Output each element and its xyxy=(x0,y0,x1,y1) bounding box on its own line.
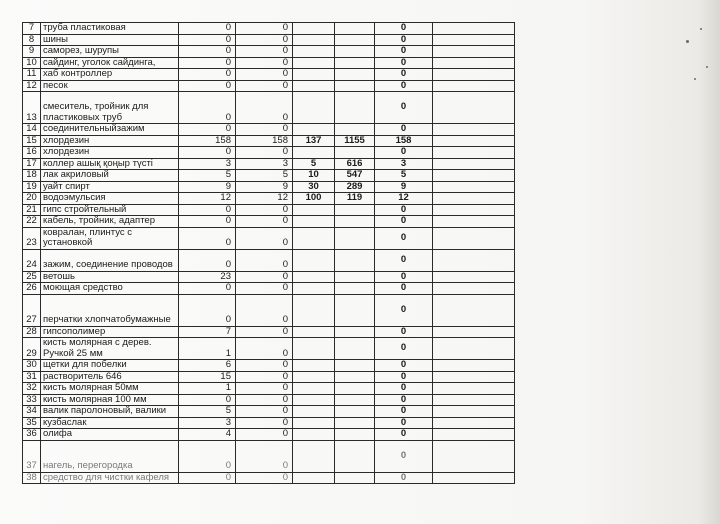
value-cell: 10 xyxy=(293,170,335,182)
value-cell xyxy=(293,23,335,35)
amount-cell: 1155 xyxy=(335,135,375,147)
value-cell xyxy=(293,360,335,372)
amount-cell xyxy=(335,283,375,295)
total-cell: 0 xyxy=(375,472,433,484)
value-cell xyxy=(293,326,335,338)
empty-cell xyxy=(433,147,515,159)
quantity-cell: 4 xyxy=(179,429,236,441)
row-number: 25 xyxy=(23,271,41,283)
scan-speck xyxy=(686,40,689,43)
row-number: 37 xyxy=(23,440,41,472)
table-row xyxy=(23,170,515,182)
total-cell: 12 xyxy=(375,193,433,205)
quantity-cell-2: 0 xyxy=(236,92,293,124)
quantity-cell-2: 0 xyxy=(236,294,293,326)
item-name: кисть молярная 50мм xyxy=(41,383,179,395)
row-number: 23 xyxy=(23,227,41,249)
row-number: 10 xyxy=(23,57,41,69)
table-row xyxy=(23,135,515,147)
quantity-cell: 3 xyxy=(179,417,236,429)
row-number: 21 xyxy=(23,204,41,216)
row-number: 12 xyxy=(23,80,41,92)
total-cell: 0 xyxy=(375,23,433,35)
amount-cell xyxy=(335,216,375,228)
table-row xyxy=(23,227,515,249)
quantity-cell-2: 0 xyxy=(236,406,293,418)
total-cell: 0 xyxy=(375,69,433,81)
amount-cell xyxy=(335,406,375,418)
empty-cell xyxy=(433,92,515,124)
quantity-cell: 0 xyxy=(179,394,236,406)
empty-cell xyxy=(433,249,515,271)
amount-cell xyxy=(335,92,375,124)
empty-cell xyxy=(433,429,515,441)
quantity-cell: 7 xyxy=(179,326,236,338)
empty-cell xyxy=(433,417,515,429)
amount-cell xyxy=(335,57,375,69)
table-row xyxy=(23,326,515,338)
value-cell xyxy=(293,46,335,58)
quantity-cell: 0 xyxy=(179,57,236,69)
amount-cell xyxy=(335,69,375,81)
amount-cell xyxy=(335,360,375,372)
quantity-cell-2: 0 xyxy=(236,69,293,81)
amount-cell xyxy=(335,80,375,92)
empty-cell xyxy=(433,338,515,360)
quantity-cell: 0 xyxy=(179,283,236,295)
quantity-cell: 0 xyxy=(179,69,236,81)
empty-cell xyxy=(433,170,515,182)
quantity-cell-2: 0 xyxy=(236,383,293,395)
quantity-cell-2: 0 xyxy=(236,440,293,472)
total-cell: 0 xyxy=(375,80,433,92)
value-cell xyxy=(293,338,335,360)
item-name: хаб контроллер xyxy=(41,69,179,81)
quantity-cell: 5 xyxy=(179,170,236,182)
value-cell xyxy=(293,429,335,441)
row-number: 26 xyxy=(23,283,41,295)
quantity-cell-2: 0 xyxy=(236,204,293,216)
item-name: кисть молярная 100 мм xyxy=(41,394,179,406)
total-cell: 0 xyxy=(375,294,433,326)
quantity-cell-2: 0 xyxy=(236,394,293,406)
item-name: коллер ашық қоңыр түсті xyxy=(41,158,179,170)
item-name: гипс стройтельный xyxy=(41,204,179,216)
quantity-cell: 0 xyxy=(179,147,236,159)
table-row xyxy=(23,440,515,472)
total-cell: 0 xyxy=(375,124,433,136)
empty-cell xyxy=(433,46,515,58)
row-number: 36 xyxy=(23,429,41,441)
item-name: щетки для побелки xyxy=(41,360,179,372)
total-cell: 0 xyxy=(375,440,433,472)
item-name: кабель, тройник, адаптер xyxy=(41,216,179,228)
item-name: смеситель, тройник для пластиковых труб xyxy=(41,92,179,124)
quantity-cell: 0 xyxy=(179,34,236,46)
item-name: уайт спирт xyxy=(41,181,179,193)
total-cell: 0 xyxy=(375,46,433,58)
quantity-cell-2: 0 xyxy=(236,283,293,295)
amount-cell: 547 xyxy=(335,170,375,182)
table-row xyxy=(23,249,515,271)
item-name: песок xyxy=(41,80,179,92)
value-cell xyxy=(293,394,335,406)
amount-cell xyxy=(335,271,375,283)
row-number: 8 xyxy=(23,34,41,46)
empty-cell xyxy=(433,181,515,193)
quantity-cell-2: 0 xyxy=(236,249,293,271)
row-number: 9 xyxy=(23,46,41,58)
item-name: моющая средство xyxy=(41,283,179,295)
quantity-cell-2: 0 xyxy=(236,147,293,159)
total-cell: 0 xyxy=(375,283,433,295)
total-cell: 0 xyxy=(375,417,433,429)
empty-cell xyxy=(433,406,515,418)
table-row xyxy=(23,371,515,383)
table-row xyxy=(23,283,515,295)
table-row xyxy=(23,92,515,124)
table-row xyxy=(23,34,515,46)
quantity-cell-2: 0 xyxy=(236,80,293,92)
quantity-cell-2: 0 xyxy=(236,360,293,372)
quantity-cell-2: 0 xyxy=(236,46,293,58)
table-body xyxy=(23,23,515,484)
table-row xyxy=(23,472,515,484)
quantity-cell: 0 xyxy=(179,204,236,216)
total-cell: 0 xyxy=(375,406,433,418)
table-row xyxy=(23,394,515,406)
total-cell: 0 xyxy=(375,429,433,441)
quantity-cell: 0 xyxy=(179,294,236,326)
quantity-cell: 0 xyxy=(179,216,236,228)
quantity-cell-2: 0 xyxy=(236,216,293,228)
quantity-cell-2: 0 xyxy=(236,417,293,429)
value-cell xyxy=(293,80,335,92)
empty-cell xyxy=(433,216,515,228)
amount-cell xyxy=(335,417,375,429)
table-row xyxy=(23,181,515,193)
quantity-cell: 0 xyxy=(179,440,236,472)
amount-cell xyxy=(335,204,375,216)
amount-cell xyxy=(335,429,375,441)
amount-cell xyxy=(335,124,375,136)
row-number: 20 xyxy=(23,193,41,205)
row-number: 15 xyxy=(23,135,41,147)
row-number: 13 xyxy=(23,92,41,124)
item-name: труба пластиковая xyxy=(41,23,179,35)
amount-cell xyxy=(335,34,375,46)
value-cell xyxy=(293,69,335,81)
amount-cell xyxy=(335,326,375,338)
amount-cell xyxy=(335,227,375,249)
quantity-cell: 0 xyxy=(179,249,236,271)
inventory-table xyxy=(22,22,515,484)
row-number: 34 xyxy=(23,406,41,418)
quantity-cell-2: 0 xyxy=(236,34,293,46)
total-cell: 0 xyxy=(375,249,433,271)
item-name: водоэмульсия xyxy=(41,193,179,205)
scan-speck xyxy=(700,28,702,30)
total-cell: 0 xyxy=(375,92,433,124)
row-number: 38 xyxy=(23,472,41,484)
row-number: 18 xyxy=(23,170,41,182)
item-name: кузбаслак xyxy=(41,417,179,429)
quantity-cell-2: 9 xyxy=(236,181,293,193)
table-row xyxy=(23,429,515,441)
quantity-cell-2: 0 xyxy=(236,57,293,69)
amount-cell xyxy=(335,294,375,326)
quantity-cell: 6 xyxy=(179,360,236,372)
item-name: олифа xyxy=(41,429,179,441)
row-number: 7 xyxy=(23,23,41,35)
empty-cell xyxy=(433,80,515,92)
empty-cell xyxy=(433,383,515,395)
quantity-cell: 0 xyxy=(179,227,236,249)
quantity-cell-2: 0 xyxy=(236,472,293,484)
row-number: 35 xyxy=(23,417,41,429)
value-cell: 30 xyxy=(293,181,335,193)
quantity-cell-2: 12 xyxy=(236,193,293,205)
total-cell: 0 xyxy=(375,147,433,159)
table-row xyxy=(23,417,515,429)
empty-cell xyxy=(433,371,515,383)
item-name: саморез, шурупы xyxy=(41,46,179,58)
quantity-cell: 0 xyxy=(179,92,236,124)
amount-cell xyxy=(335,371,375,383)
value-cell xyxy=(293,147,335,159)
row-number: 19 xyxy=(23,181,41,193)
quantity-cell-2: 0 xyxy=(236,227,293,249)
item-name: растворитель 646 xyxy=(41,371,179,383)
total-cell: 0 xyxy=(375,360,433,372)
table-row xyxy=(23,158,515,170)
table-row xyxy=(23,80,515,92)
row-number: 30 xyxy=(23,360,41,372)
quantity-cell: 5 xyxy=(179,406,236,418)
row-number: 22 xyxy=(23,216,41,228)
table-row xyxy=(23,46,515,58)
empty-cell xyxy=(433,34,515,46)
row-number: 11 xyxy=(23,69,41,81)
quantity-cell-2: 0 xyxy=(236,429,293,441)
total-cell: 3 xyxy=(375,158,433,170)
amount-cell: 616 xyxy=(335,158,375,170)
empty-cell xyxy=(433,135,515,147)
quantity-cell: 0 xyxy=(179,46,236,58)
quantity-cell: 23 xyxy=(179,271,236,283)
scan-speck xyxy=(694,78,696,80)
total-cell: 0 xyxy=(375,216,433,228)
scan-speck xyxy=(706,66,708,68)
row-number: 27 xyxy=(23,294,41,326)
total-cell: 0 xyxy=(375,326,433,338)
value-cell xyxy=(293,472,335,484)
table-row xyxy=(23,406,515,418)
item-name: кисть молярная с дерев. Ручкой 25 мм xyxy=(41,338,179,360)
quantity-cell-2: 0 xyxy=(236,371,293,383)
value-cell xyxy=(293,417,335,429)
table-row xyxy=(23,147,515,159)
table-row xyxy=(23,294,515,326)
row-number: 29 xyxy=(23,338,41,360)
empty-cell xyxy=(433,158,515,170)
row-number: 31 xyxy=(23,371,41,383)
total-cell: 0 xyxy=(375,34,433,46)
table-row xyxy=(23,124,515,136)
total-cell: 0 xyxy=(375,204,433,216)
quantity-cell: 0 xyxy=(179,23,236,35)
empty-cell xyxy=(433,394,515,406)
quantity-cell-2: 0 xyxy=(236,271,293,283)
quantity-cell-2: 0 xyxy=(236,338,293,360)
quantity-cell: 1 xyxy=(179,338,236,360)
total-cell: 0 xyxy=(375,371,433,383)
amount-cell xyxy=(335,338,375,360)
value-cell xyxy=(293,57,335,69)
quantity-cell-2: 5 xyxy=(236,170,293,182)
empty-cell xyxy=(433,193,515,205)
empty-cell xyxy=(433,283,515,295)
table-row xyxy=(23,204,515,216)
value-cell: 137 xyxy=(293,135,335,147)
amount-cell xyxy=(335,46,375,58)
empty-cell xyxy=(433,227,515,249)
amount-cell xyxy=(335,249,375,271)
value-cell xyxy=(293,92,335,124)
amount-cell xyxy=(335,383,375,395)
amount-cell xyxy=(335,394,375,406)
value-cell xyxy=(293,294,335,326)
table-row xyxy=(23,338,515,360)
item-name: зажим, соединение проводов xyxy=(41,249,179,271)
empty-cell xyxy=(433,326,515,338)
total-cell: 0 xyxy=(375,383,433,395)
value-cell xyxy=(293,406,335,418)
total-cell: 0 xyxy=(375,338,433,360)
value-cell xyxy=(293,204,335,216)
value-cell xyxy=(293,227,335,249)
amount-cell xyxy=(335,440,375,472)
table-row xyxy=(23,23,515,35)
total-cell: 5 xyxy=(375,170,433,182)
table-row xyxy=(23,216,515,228)
quantity-cell: 3 xyxy=(179,158,236,170)
item-name: ковралан, плинтус с установкой xyxy=(41,227,179,249)
row-number: 16 xyxy=(23,147,41,159)
value-cell xyxy=(293,440,335,472)
value-cell xyxy=(293,124,335,136)
total-cell: 158 xyxy=(375,135,433,147)
row-number: 14 xyxy=(23,124,41,136)
item-name: валик паролоновый, валики xyxy=(41,406,179,418)
item-name: шины xyxy=(41,34,179,46)
item-name: хлордезин xyxy=(41,135,179,147)
quantity-cell-2: 0 xyxy=(236,23,293,35)
table-row xyxy=(23,271,515,283)
quantity-cell: 0 xyxy=(179,124,236,136)
item-name: лак акриловый xyxy=(41,170,179,182)
empty-cell xyxy=(433,69,515,81)
empty-cell xyxy=(433,57,515,69)
item-name: перчатки хлопчатобумажные xyxy=(41,294,179,326)
quantity-cell: 158 xyxy=(179,135,236,147)
quantity-cell: 15 xyxy=(179,371,236,383)
item-name: ветошь xyxy=(41,271,179,283)
table-row xyxy=(23,193,515,205)
value-cell xyxy=(293,283,335,295)
value-cell xyxy=(293,271,335,283)
value-cell xyxy=(293,383,335,395)
quantity-cell-2: 3 xyxy=(236,158,293,170)
quantity-cell: 1 xyxy=(179,383,236,395)
total-cell: 0 xyxy=(375,394,433,406)
table-row xyxy=(23,360,515,372)
empty-cell xyxy=(433,294,515,326)
quantity-cell: 9 xyxy=(179,181,236,193)
table-row xyxy=(23,383,515,395)
row-number: 17 xyxy=(23,158,41,170)
amount-cell xyxy=(335,147,375,159)
item-name: хлордезин xyxy=(41,147,179,159)
value-cell: 100 xyxy=(293,193,335,205)
empty-cell xyxy=(433,124,515,136)
amount-cell: 289 xyxy=(335,181,375,193)
empty-cell xyxy=(433,360,515,372)
table-row xyxy=(23,69,515,81)
quantity-cell-2: 158 xyxy=(236,135,293,147)
item-name: средство для чистки кафеля xyxy=(41,472,179,484)
row-number: 33 xyxy=(23,394,41,406)
item-name: сайдинг, уголок сайдинга, xyxy=(41,57,179,69)
amount-cell xyxy=(335,23,375,35)
item-name: гипсополимер xyxy=(41,326,179,338)
table-row xyxy=(23,57,515,69)
total-cell: 9 xyxy=(375,181,433,193)
value-cell xyxy=(293,34,335,46)
empty-cell xyxy=(433,440,515,472)
empty-cell xyxy=(433,472,515,484)
empty-cell xyxy=(433,23,515,35)
value-cell xyxy=(293,249,335,271)
value-cell xyxy=(293,371,335,383)
quantity-cell: 12 xyxy=(179,193,236,205)
value-cell xyxy=(293,216,335,228)
item-name: соединительныйзажим xyxy=(41,124,179,136)
row-number: 32 xyxy=(23,383,41,395)
row-number: 28 xyxy=(23,326,41,338)
row-number: 24 xyxy=(23,249,41,271)
quantity-cell: 0 xyxy=(179,472,236,484)
quantity-cell-2: 0 xyxy=(236,326,293,338)
amount-cell: 119 xyxy=(335,193,375,205)
quantity-cell-2: 0 xyxy=(236,124,293,136)
total-cell: 0 xyxy=(375,271,433,283)
quantity-cell: 0 xyxy=(179,80,236,92)
total-cell: 0 xyxy=(375,57,433,69)
empty-cell xyxy=(433,204,515,216)
total-cell: 0 xyxy=(375,227,433,249)
item-name: нагель, перегородка xyxy=(41,440,179,472)
amount-cell xyxy=(335,472,375,484)
value-cell: 5 xyxy=(293,158,335,170)
empty-cell xyxy=(433,271,515,283)
